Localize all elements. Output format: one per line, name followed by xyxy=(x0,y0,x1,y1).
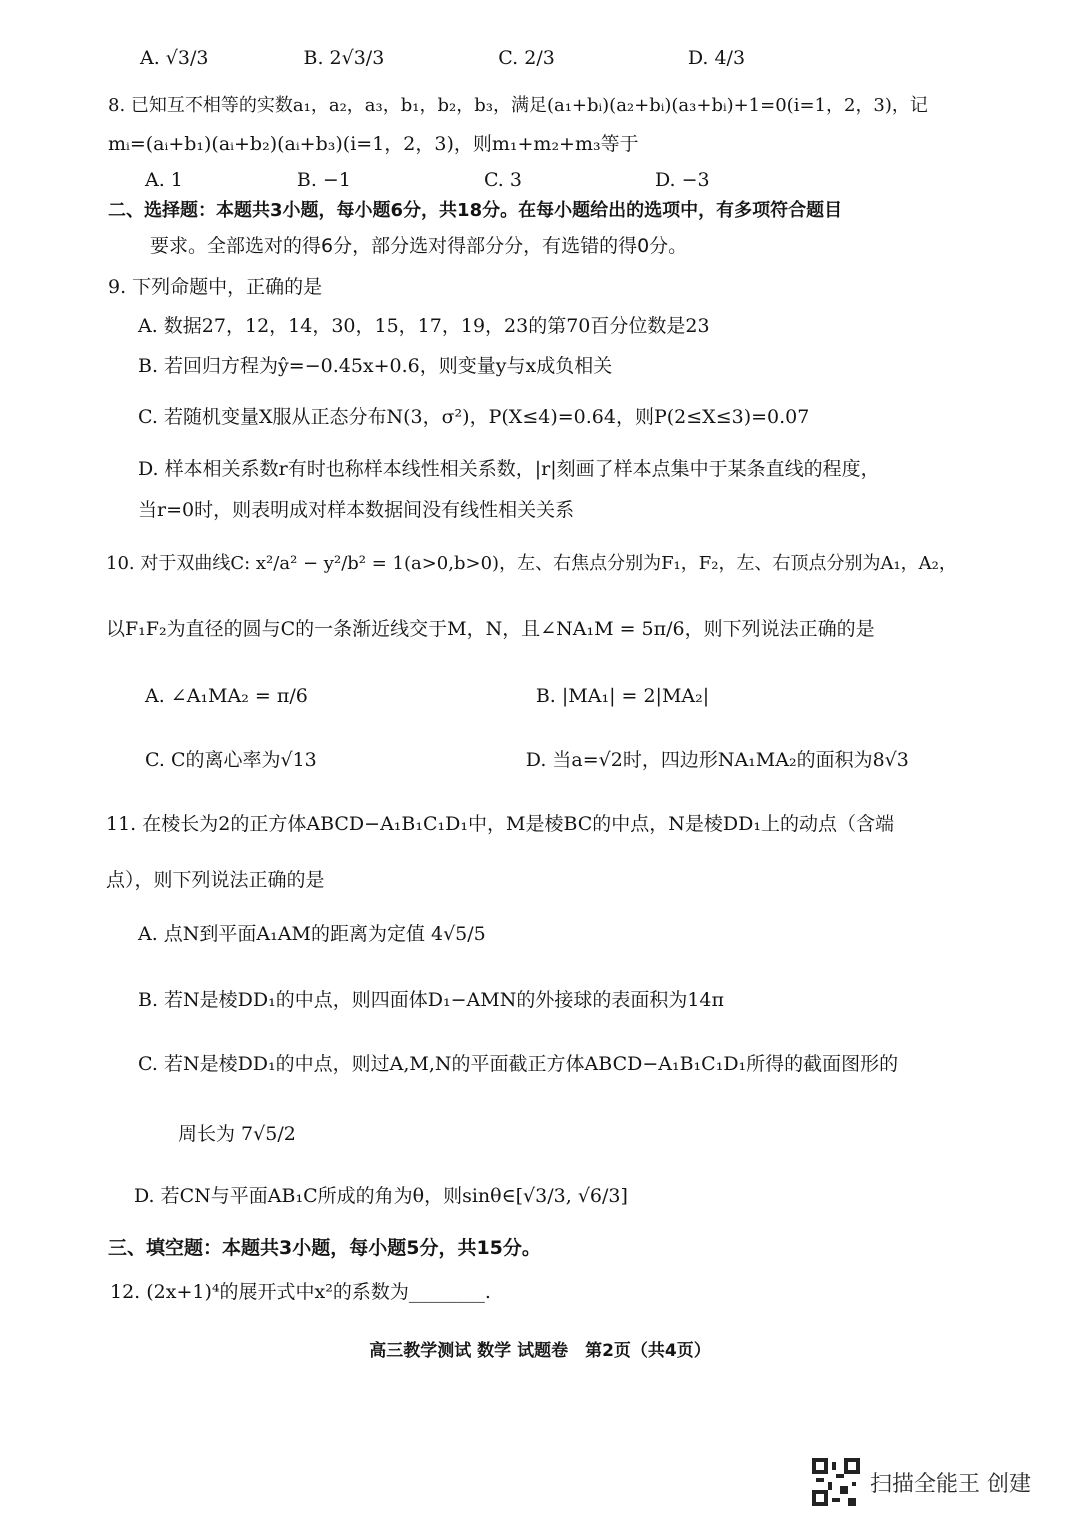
section-3-header: 三、填空题：本题共3小题，每小题5分，共15分。 xyxy=(108,1237,541,1259)
question-9-option-a: A. 数据27，12，14，30，15，17，19，23的第70百分位数是23 xyxy=(138,315,710,337)
question-11-option-c-line-2: 周长为 7√5/2 xyxy=(178,1123,296,1145)
question-8-stem-line-2: mᵢ=(aᵢ+b₁)(aᵢ+b₂)(aᵢ+b₃)(i=1，2，3)，则m₁+m₂+m₃等于 xyxy=(108,133,639,155)
question-11-option-d: D. 若CN与平面AB₁C所成的角为θ，则sinθ∈[√3/3, √6/3] xyxy=(134,1185,628,1207)
question-10-stem-line-1: 10. 对于双曲线C: x²/a² − y²/b² = 1(a>0,b>0)，左、右焦点分别为F₁，F₂，左、右顶点分别为A₁，A₂， xyxy=(106,553,957,574)
question-7-options: A. √3/3 B. 2√3/3 C. 2/3 D. 4/3 xyxy=(140,47,746,69)
question-9-stem: 9. 下列命题中，正确的是 xyxy=(108,276,323,298)
question-9-option-d-line-2: 当r=0时，则表明成对样本数据间没有线性相关关系 xyxy=(138,499,575,521)
section-2-header-line-2: 要求。全部选对的得6分，部分选对得部分分，有选错的得0分。 xyxy=(150,235,688,257)
qr-code-icon xyxy=(812,1458,860,1506)
watermark-label: 扫描全能王 创建 xyxy=(870,1471,1031,1497)
section-2-header-line-1: 二、选择题：本题共3小题，每小题6分，共18分。在每小题给出的选项中，有多项符合题目 xyxy=(108,200,843,221)
question-10-options-cd: C. C的离心率为√13 D. 当a=√2时，四边形NA₁MA₂的面积为8√3 xyxy=(145,749,909,771)
question-11-stem-line-2: 点），则下列说法正确的是 xyxy=(106,869,325,891)
question-9-option-d-line-1: D. 样本相关系数r有时也称样本线性相关系数，|r|刻画了样本点集中于某条直线的程度， xyxy=(138,458,880,480)
question-8-options: A. 1 B. −1 C. 3 D. −3 xyxy=(145,169,710,191)
question-8-stem-line-1: 8. 已知互不相等的实数a₁，a₂，a₃，b₁，b₂，b₃，满足(a₁+bᵢ)(a₂+bᵢ)(a₃+bᵢ)+1=0(i=1，2，3)，记 xyxy=(108,95,928,116)
question-9-option-b: B. 若回归方程为ŷ=−0.45x+0.6，则变量y与x成负相关 xyxy=(138,355,613,377)
question-12: 12. (2x+1)⁴的展开式中x²的系数为________. xyxy=(110,1281,491,1303)
question-10-stem-line-2: 以F₁F₂为直径的圆与C的一条渐近线交于M，N，且∠NA₁M = 5π/6，则下列说法正确的是 xyxy=(106,618,875,640)
question-11-option-a: A. 点N到平面A₁AM的距离为定值 4√5/5 xyxy=(138,923,486,945)
page-footer: 高三教学测试 数学 试题卷 第2页（共4页） xyxy=(369,1341,711,1361)
question-11-option-c-line-1: C. 若N是棱DD₁的中点，则过A,M,N的平面截正方体ABCD−A₁B₁C₁D₁所得的截面图形的 xyxy=(138,1053,899,1075)
question-10-options-ab: A. ∠A₁MA₂ = π/6 B. |MA₁| = 2|MA₂| xyxy=(145,685,710,707)
question-11-stem-line-1: 11. 在棱长为2的正方体ABCD−A₁B₁C₁D₁中，M是棱BC的中点，N是棱DD₁上的动点（含端 xyxy=(106,813,895,835)
question-11-option-b: B. 若N是棱DD₁的中点，则四面体D₁−AMN的外接球的表面积为14π xyxy=(138,989,724,1011)
scanner-watermark xyxy=(812,1458,1031,1506)
question-9-option-c: C. 若随机变量X服从正态分布N(3，σ²)，P(X≤4)=0.64，则P(2≤X≤3)=0.07 xyxy=(138,406,810,428)
